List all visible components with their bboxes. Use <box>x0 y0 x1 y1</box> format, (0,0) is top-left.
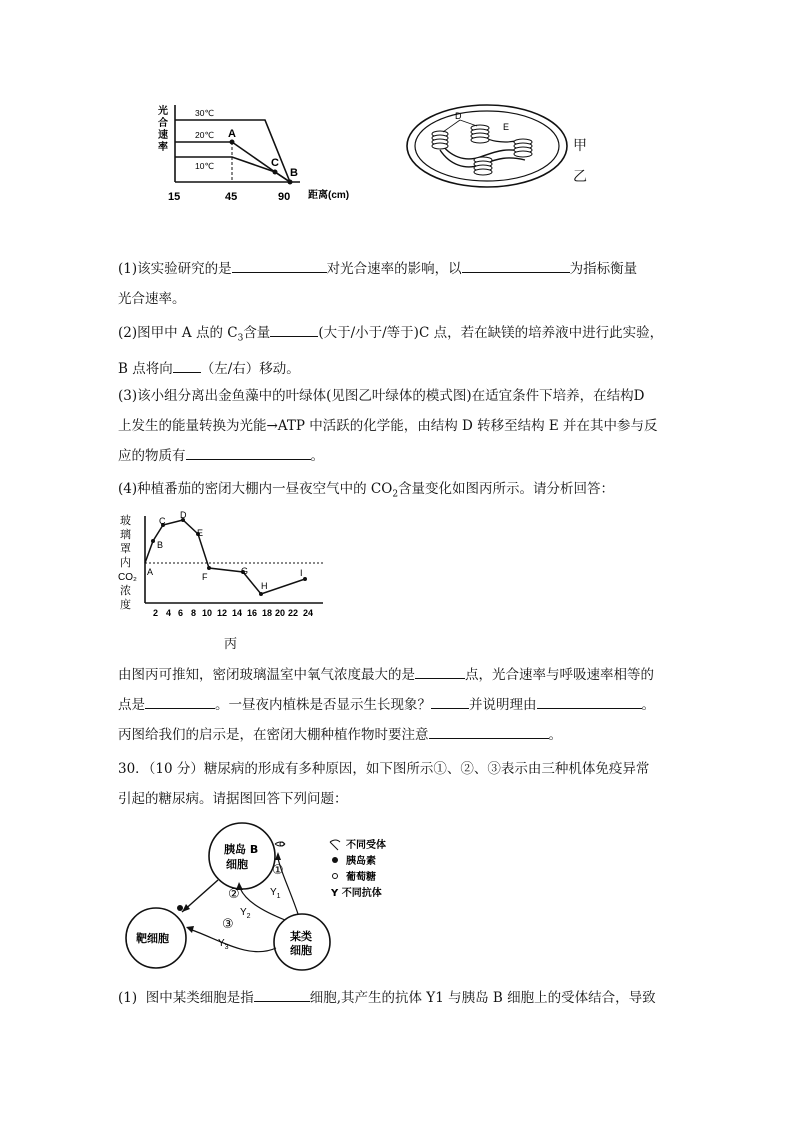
grana-stack-top <box>471 125 489 143</box>
grana-stack-left <box>432 131 448 149</box>
blank[interactable] <box>232 258 327 273</box>
figure-jia-chart <box>150 100 370 210</box>
question-30-1: (1) 图中某类细胞是指 细胞,其产生的抗体 Y1 与胰岛 B 细胞上的受体结合，导致 <box>118 983 678 1013</box>
temp-label-10: 10℃ <box>195 161 215 171</box>
co2-curve <box>145 520 305 594</box>
grana-stack-mid <box>474 157 492 175</box>
point-label: I <box>300 568 303 578</box>
point-c <box>273 170 278 175</box>
point-label: G <box>241 566 249 576</box>
svg-text:14: 14 <box>232 608 243 618</box>
svg-text:CO₂: CO₂ <box>118 572 137 583</box>
point-a <box>230 140 235 145</box>
svg-text:靶细胞: 靶细胞 <box>136 932 169 945</box>
y-label-char: 合 <box>158 118 168 129</box>
question-4-answers: 由图丙可推知，密闭玻璃温室中氧气浓度最大的是 点，光合速率与呼吸速率相等的 点是 。一昼夜内植株是否显示生长现象？ 并说明理由 。 丙图给我们的启示是，在密闭大棚种植作物时要注意 。 <box>118 660 678 750</box>
legend-insulin: 胰岛素 <box>346 856 376 867</box>
num-2: ② <box>228 887 240 902</box>
point-label: H <box>261 581 268 591</box>
svg-text:8: 8 <box>191 608 197 618</box>
svg-text:2: 2 <box>153 608 159 618</box>
point-label: A <box>147 567 154 577</box>
svg-text:内: 内 <box>120 556 131 569</box>
label-jia: 甲 <box>573 138 587 154</box>
blank[interactable] <box>270 322 318 337</box>
question-2: (2)图甲中 A 点的 $C_3$含量 (大于/小于/等于)C 点，若在缺镁的培养液中进行此实验， B 点将向 （左/右）移动。 <box>118 318 678 384</box>
svg-text:6: 6 <box>178 608 184 618</box>
svg-text:20: 20 <box>275 608 286 618</box>
blank[interactable] <box>173 358 201 373</box>
point-label: E <box>197 528 204 538</box>
svg-text:12: 12 <box>217 608 228 618</box>
svg-text:罩: 罩 <box>120 542 131 555</box>
svg-text:18: 18 <box>262 608 273 618</box>
point-label: D <box>180 510 187 520</box>
legend-antibody: Y 不同抗体 <box>331 888 382 899</box>
point-label: B <box>157 540 164 550</box>
svg-text:细胞: 细胞 <box>290 944 312 957</box>
y-label-char: 速 <box>158 130 168 141</box>
blank[interactable] <box>145 694 215 709</box>
point-label-a: A <box>228 128 236 140</box>
figure-bing-caption: 丙 <box>224 637 238 652</box>
svg-text:胰岛 B: 胰岛 B <box>224 843 259 856</box>
temp-label-20: 20℃ <box>195 130 215 140</box>
label-yi: 乙 <box>573 169 587 185</box>
num-3: ③ <box>222 917 234 932</box>
num-1: ① <box>272 863 284 878</box>
svg-text:璃: 璃 <box>120 528 131 541</box>
blank[interactable] <box>462 258 570 273</box>
blank[interactable] <box>415 664 465 679</box>
x-axis-label: 距离(cm) <box>308 190 350 201</box>
antibody-y2: $Y_2$ <box>240 907 251 920</box>
legend-glucose: 葡萄糖 <box>346 872 376 883</box>
point-label-c: C <box>271 157 279 169</box>
svg-text:细胞: 细胞 <box>226 858 248 871</box>
x-tick: 15 <box>168 191 181 203</box>
x-tick: 45 <box>225 191 238 203</box>
svg-text:10: 10 <box>202 608 213 618</box>
arrow-3 <box>192 930 276 952</box>
svg-text:24: 24 <box>303 608 314 618</box>
temp-label-30: 30℃ <box>195 108 215 118</box>
blank[interactable] <box>537 694 642 709</box>
antibody-y3: $Y_3$ <box>218 938 229 951</box>
blank[interactable] <box>429 724 549 739</box>
svg-text:4: 4 <box>166 608 172 618</box>
label-d: D <box>455 111 462 121</box>
question-30: 30．（10 分）糖尿病的形成有多种原因，如下图所示①、②、③表示由三种机体免疫异常 引起的糖尿病。请据图回答下列问题： <box>118 761 650 807</box>
point-label: C <box>159 516 166 526</box>
svg-text:某类: 某类 <box>290 930 312 943</box>
y-label-char: 率 <box>158 142 168 153</box>
svg-text:玻: 玻 <box>120 514 131 527</box>
x-tick: 90 <box>278 191 291 203</box>
figure-chloroplast <box>405 102 570 192</box>
question-3: (3)该小组分离出金鱼藻中的叶绿体(见图乙叶绿体的模式图)在适宜条件下培养，在结构D 上发生的能量转换为光能→ATP 中活跃的化学能，由结构 D 转移至结构 E 并在其中参与反 应的物质有 。 <box>118 388 658 464</box>
point-b <box>288 180 293 185</box>
label-e: E <box>503 122 510 132</box>
figure-bing-chart <box>118 508 338 626</box>
question-4: (4)种植番茄的密闭大棚内一昼夜空气中的 $CO_2$含量变化如图丙所示。请分析回答： <box>118 481 615 500</box>
question-1: (1)该实验研究的是 对光合速率的影响，以 为指标衡量 光合速率。 <box>118 254 678 314</box>
blank[interactable] <box>431 694 469 709</box>
blank[interactable] <box>186 445 311 460</box>
svg-text:22: 22 <box>288 608 299 618</box>
grana-stack-right <box>514 139 532 157</box>
svg-text:浓: 浓 <box>120 584 131 597</box>
y-label-char: 光 <box>158 106 168 117</box>
point-label: F <box>202 572 208 582</box>
antibody-y1: $Y_1$ <box>270 887 281 900</box>
svg-text:16: 16 <box>247 608 258 618</box>
blank[interactable] <box>254 987 310 1002</box>
legend-receptor: 不同受体 <box>346 840 386 851</box>
svg-text:度: 度 <box>120 598 131 611</box>
islet-b-cell <box>209 823 275 889</box>
figure-diabetes <box>120 820 420 980</box>
point-label-b: B <box>290 167 298 179</box>
